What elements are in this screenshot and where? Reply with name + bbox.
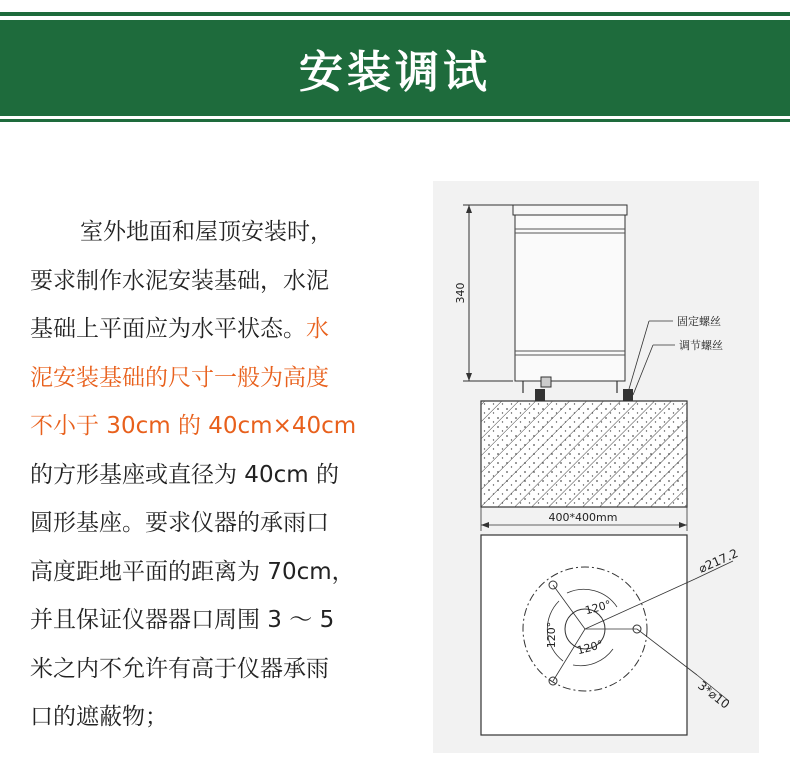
base-width-label: 400*400mm: [548, 511, 618, 524]
text-line-6: 的方形基座或直径为 40cm 的: [30, 461, 339, 488]
fixing-screw-label: 固定螺丝: [677, 315, 721, 328]
text-line-9: 并且保证仪器器口周围 3 ～ 5: [30, 607, 335, 633]
title-banner: [0, 20, 790, 116]
banner-bottom-rule: [0, 119, 790, 122]
base-width-dimension: [481, 507, 687, 531]
banner-top-rule: [0, 12, 790, 16]
page-title: 安装调试: [299, 47, 491, 98]
text-line-3: 基础上平面应为水平状态。: [30, 316, 306, 342]
height-dimension-label: 340: [454, 282, 467, 304]
angle-label-top: 120°: [583, 597, 613, 618]
text-line-1: 室外地面和屋顶安装时，: [80, 219, 333, 245]
base-plan-view: [481, 535, 687, 735]
text-line-8: 高度距地平面的距离为 70cm，: [30, 558, 355, 585]
text-line-3-highlight: 水: [306, 316, 329, 342]
angle-label-left: 120°: [545, 621, 558, 649]
text-line-5-highlight: 不小于 30cm 的 40cm×40cm: [30, 413, 357, 439]
text-line-4-highlight: 泥安装基础的尺寸一般为高度: [30, 364, 329, 391]
height-dimension: [454, 205, 513, 381]
concrete-foundation: [481, 401, 687, 507]
angle-label-bottom: 120°: [575, 637, 605, 658]
holes-label: 3*⌀10: [695, 678, 733, 712]
adjust-screw-label: 调节螺丝: [679, 339, 723, 352]
rain-gauge-body: [513, 205, 633, 411]
installation-drawing: [433, 181, 759, 753]
installation-paragraph: [30, 208, 408, 742]
text-line-10: 米之内不允许有高于仪器承雨: [30, 655, 329, 682]
text-line-7: 圆形基座。要求仪器的承雨口: [30, 510, 329, 536]
screw-callouts: [629, 314, 723, 395]
diameter-label: ⌀217.2: [696, 546, 741, 576]
technical-drawing-svg: [433, 181, 759, 753]
text-line-2: 要求制作水泥安装基础，水泥: [30, 267, 329, 294]
text-line-11: 口的遮蔽物；: [30, 704, 168, 730]
